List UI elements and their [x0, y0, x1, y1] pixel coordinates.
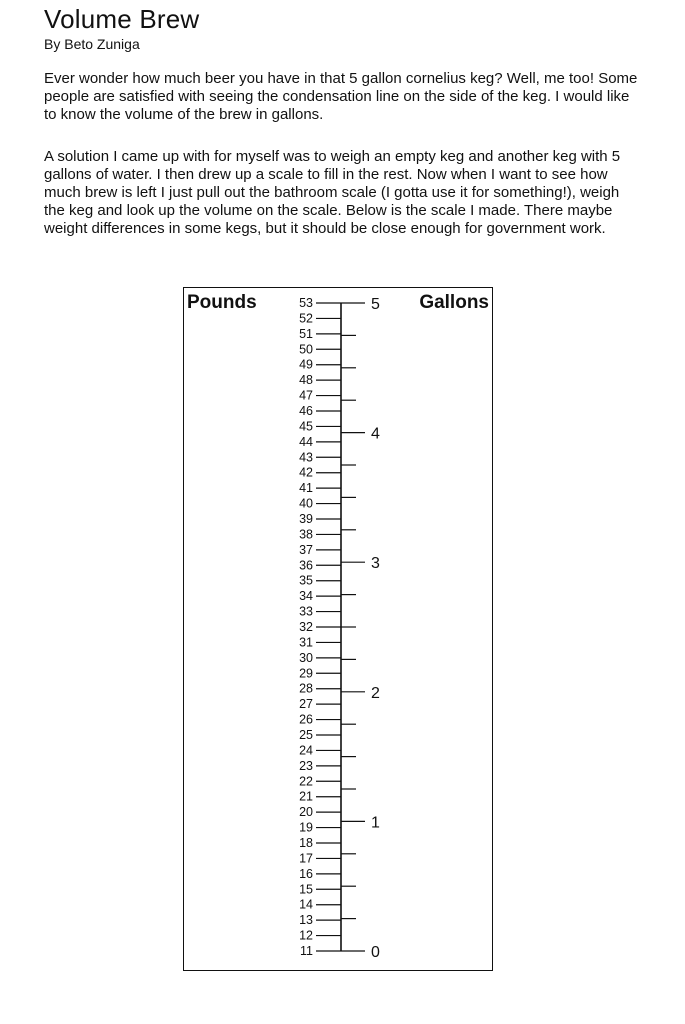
pound-tick-label: 45 [299, 419, 313, 434]
pound-tick-label: 48 [299, 373, 313, 388]
pounds-header: Pounds [187, 292, 257, 313]
pound-tick-label: 26 [299, 712, 313, 727]
pound-tick-label: 31 [299, 635, 313, 650]
gallon-tick-label: 3 [371, 555, 380, 573]
pound-tick-label: 51 [299, 326, 313, 341]
pound-tick-label: 50 [299, 342, 313, 357]
pound-tick-label: 22 [299, 774, 313, 789]
pound-tick-label: 21 [299, 789, 313, 804]
gallon-tick-label: 4 [371, 425, 380, 443]
pound-tick-label: 13 [299, 913, 313, 928]
gallon-tick-label: 2 [371, 684, 380, 702]
pound-tick-label: 43 [299, 450, 313, 465]
pound-tick-label: 20 [299, 805, 313, 820]
pound-tick-label: 41 [299, 481, 313, 496]
pound-tick-label: 37 [299, 542, 313, 557]
pound-tick-label: 32 [299, 620, 313, 634]
pound-tick-label: 40 [299, 496, 313, 511]
pound-tick-label: 38 [299, 527, 313, 542]
pound-tick-label: 23 [299, 758, 313, 773]
pound-tick-label: 36 [299, 558, 313, 573]
pound-tick-label: 27 [299, 697, 313, 712]
gallon-tick-label: 1 [371, 814, 380, 832]
gallon-tick-label: 0 [371, 944, 380, 961]
pound-tick-label: 47 [299, 388, 313, 403]
document-title: Volume Brew [44, 4, 200, 34]
pound-tick-label: 33 [299, 604, 313, 619]
pound-tick-label: 34 [299, 589, 313, 604]
gallons-header: Gallons [419, 292, 489, 313]
pound-tick-label: 30 [299, 650, 313, 665]
pound-tick-label: 16 [299, 866, 313, 881]
author-byline: By Beto Zuniga [44, 36, 140, 52]
method-paragraph: A solution I came up with for myself was to weigh an empty keg and another keg with 5 gallons of water. I then drew up a scale to fill in the rest. Now when I want to see how much brew is left I just pull out the bathroom scale (I gotta use it for something!), weigh the keg and look up the volume on the scale. Below is the scale I made. There maybe weight differences in some kegs, but it should be close enough for government work. [44, 148, 621, 237]
pound-tick-label: 11 [300, 944, 313, 958]
pound-tick-label: 24 [299, 743, 313, 758]
keg-volume-scale [183, 287, 493, 971]
pound-tick-label: 52 [299, 311, 313, 326]
pound-tick-label: 19 [299, 820, 313, 835]
pound-tick-label: 39 [299, 512, 313, 526]
pound-tick-label: 35 [299, 573, 313, 588]
pound-tick-label: 14 [299, 897, 313, 912]
scale-graphic [184, 288, 494, 972]
pound-tick-label: 46 [299, 404, 313, 418]
gallon-tick-label: 5 [371, 296, 380, 313]
pound-tick-label: 15 [299, 882, 313, 897]
pound-tick-label: 42 [299, 465, 313, 480]
pound-tick-label: 44 [299, 434, 313, 449]
pound-tick-label: 29 [299, 666, 313, 681]
pound-tick-label: 28 [299, 681, 313, 696]
pound-tick-label: 12 [299, 928, 313, 943]
pound-tick-label: 53 [299, 296, 313, 310]
pound-tick-label: 49 [299, 357, 313, 372]
intro-paragraph: Ever wonder how much beer you have in that 5 gallon cornelius keg? Well, me too! Some people are satisfied with seeing the condensation line on the side of the keg. I would like to know the volume of the brew in gallons. [44, 70, 638, 123]
pound-tick-label: 25 [299, 728, 313, 742]
pound-tick-label: 18 [299, 836, 313, 850]
pound-tick-label: 17 [299, 851, 313, 866]
